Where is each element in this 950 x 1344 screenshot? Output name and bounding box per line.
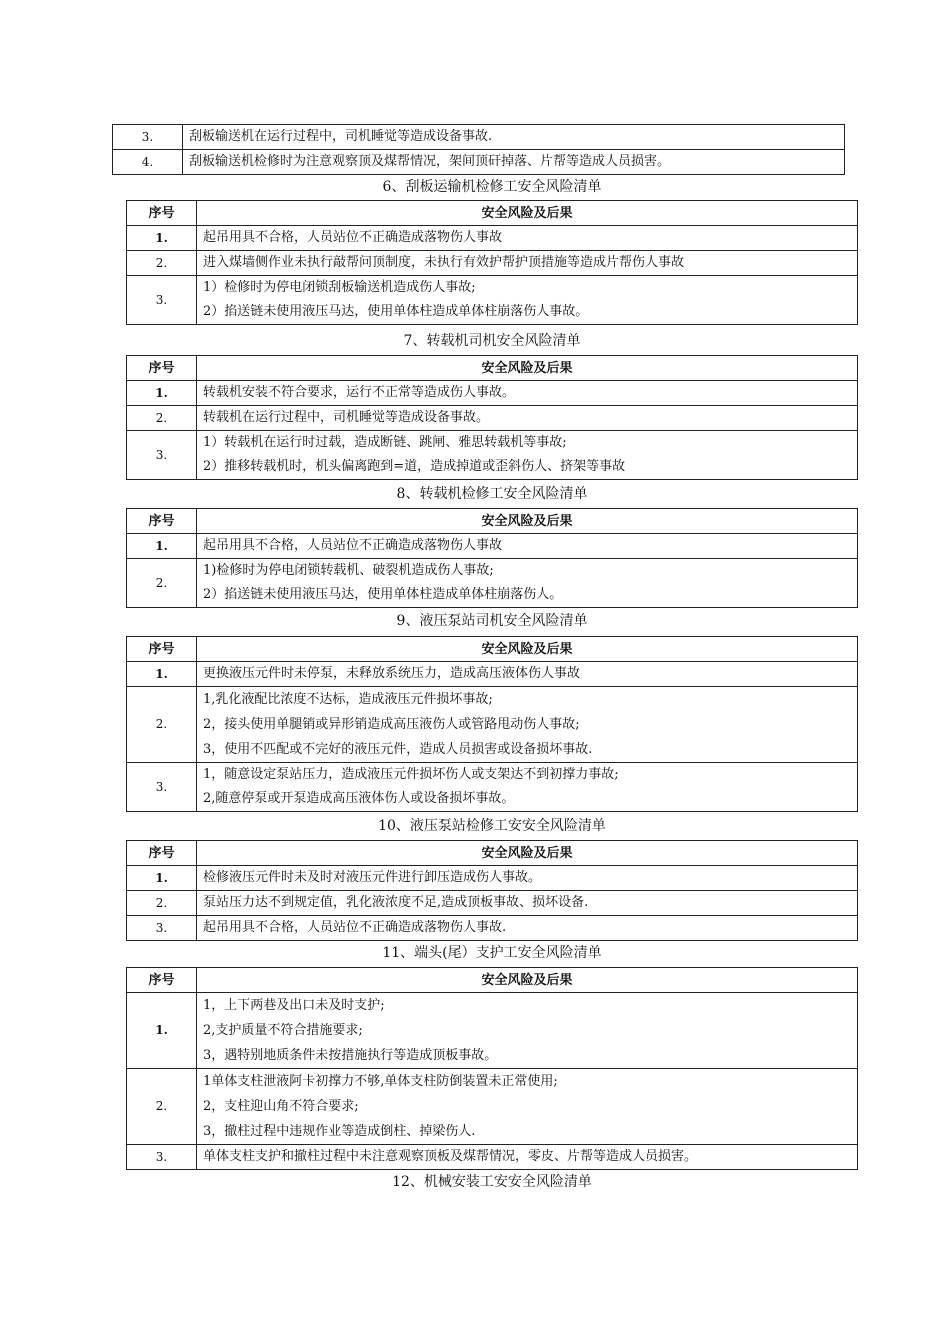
risk-table bbox=[126, 200, 858, 325]
row-number: 3. bbox=[127, 276, 197, 325]
risk-line: 3，遇特别地质条件未按措施执行等造成顶板事故。 bbox=[203, 1048, 498, 1063]
header-number: 序号 bbox=[127, 356, 197, 381]
risk-line: 进入煤墙侧作业未执行敲帮问顶制度，未执行有效护帮护顶措施等造成片帮伤人事故 bbox=[203, 255, 685, 270]
risk-line: 2）推移转载机时，机头偏离跑到=道，造成掉道或歪斜伤人、挤架等事故 bbox=[203, 459, 626, 474]
header-number: 序号 bbox=[127, 509, 197, 534]
table-row bbox=[127, 276, 858, 325]
risk-line: 转载机在运行过程中，司机睡觉等造成设备事故。 bbox=[203, 410, 490, 425]
row-number: 1. bbox=[127, 662, 197, 687]
row-number: 3. bbox=[113, 125, 183, 150]
table-header-row bbox=[127, 509, 858, 534]
section-title: 11、端头(尾）支护工安全风险清单 bbox=[382, 945, 602, 961]
risk-line: 起吊用具不合格，人员站位不正确造成落物伤人事故 bbox=[203, 230, 503, 245]
continued-risk-table bbox=[112, 124, 845, 175]
row-number: 3. bbox=[127, 1145, 197, 1170]
risk-line: 泵站压力达不到规定值，乳化液浓度不足,造成顶板事故、损坏设备. bbox=[203, 895, 589, 910]
risk-table bbox=[126, 355, 858, 480]
risk-line: 1，上下两巷及出口未及时支护; bbox=[203, 998, 385, 1013]
table-row bbox=[127, 916, 858, 941]
risk-line: 刮板输送机在运行过程中，司机睡觉等造成设备事故. bbox=[189, 129, 493, 144]
table-header-row bbox=[127, 356, 858, 381]
risk-description bbox=[197, 763, 858, 812]
risk-description bbox=[183, 150, 845, 175]
risk-line: 3，撤柱过程中违规作业等造成倒柱、掉梁伤人. bbox=[203, 1124, 476, 1139]
risk-description bbox=[197, 559, 858, 608]
risk-description bbox=[197, 866, 858, 891]
table-row bbox=[127, 891, 858, 916]
row-number: 1. bbox=[127, 866, 197, 891]
risk-line: 3，使用不匹配或不完好的液压元件，造成人员损害或设备损坏事故. bbox=[203, 742, 593, 757]
row-number: 2. bbox=[127, 891, 197, 916]
header-risk: 安全风险及后果 bbox=[197, 968, 858, 993]
row-number: 1. bbox=[127, 993, 197, 1069]
risk-line: 2,支护质量不符合措施要求; bbox=[203, 1023, 363, 1038]
risk-line: 1单体支柱泄液阿卡初撑力不够,单体支柱防倒装置未正常使用; bbox=[203, 1074, 558, 1089]
table-row bbox=[113, 150, 845, 175]
risk-table bbox=[126, 967, 858, 1170]
table-header-row bbox=[127, 841, 858, 866]
row-number: 2. bbox=[127, 406, 197, 431]
table-header-row bbox=[127, 201, 858, 226]
risk-line: 起吊用具不合格，人员站位不正确造成落物伤人事故 bbox=[203, 538, 503, 553]
table-row bbox=[127, 763, 858, 812]
table-header-row bbox=[127, 637, 858, 662]
risk-description bbox=[197, 687, 858, 763]
row-number: 1. bbox=[127, 381, 197, 406]
risk-description bbox=[197, 381, 858, 406]
risk-line: 2，接头使用单腿销或异形销造成高压液伤人或管路甩动伤人事故; bbox=[203, 717, 580, 732]
row-number: 3. bbox=[127, 431, 197, 480]
risk-line: 转载机安装不符合要求，运行不正常等造成伤人事故。 bbox=[203, 385, 516, 400]
risk-table bbox=[126, 840, 858, 941]
header-number: 序号 bbox=[127, 968, 197, 993]
risk-line: 检修液压元件时未及时对液压元件进行卸压造成伤人事故。 bbox=[203, 870, 542, 885]
risk-description bbox=[197, 916, 858, 941]
table-header-row bbox=[127, 968, 858, 993]
risk-table bbox=[126, 508, 858, 608]
section-title: 12、机械安装工安安全风险清单 bbox=[392, 1174, 592, 1190]
table-row bbox=[127, 662, 858, 687]
table-row bbox=[127, 687, 858, 763]
row-number: 2. bbox=[127, 559, 197, 608]
row-number: 2. bbox=[127, 251, 197, 276]
risk-line: 刮板输送机检修时为注意观察顶及煤帮情况，架间顶矸掉落、片帮等造成人员损害。 bbox=[189, 154, 671, 169]
table-row bbox=[127, 866, 858, 891]
header-number: 序号 bbox=[127, 841, 197, 866]
section-title: 6、刮板运输机检修工安全风险清单 bbox=[382, 179, 602, 195]
table-row bbox=[127, 406, 858, 431]
row-number: 4. bbox=[113, 150, 183, 175]
risk-description bbox=[197, 891, 858, 916]
header-risk: 安全风险及后果 bbox=[197, 356, 858, 381]
risk-line: 1）转载机在运行时过载，造成断链、跳闸、雅思转载机等事故; bbox=[203, 435, 567, 450]
risk-line: 1)检修时为停电闭锁转载机、破裂机造成伤人事故; bbox=[203, 563, 494, 578]
section-title: 10、液压泵站检修工安安全风险清单 bbox=[378, 818, 606, 834]
table-row bbox=[127, 381, 858, 406]
risk-line: 起吊用具不合格，人员站位不正确造成落物伤人事故. bbox=[203, 920, 507, 935]
header-risk: 安全风险及后果 bbox=[197, 841, 858, 866]
risk-description bbox=[197, 276, 858, 325]
row-number: 3. bbox=[127, 763, 197, 812]
risk-description bbox=[197, 431, 858, 480]
row-number: 1. bbox=[127, 226, 197, 251]
risk-description bbox=[197, 226, 858, 251]
risk-description bbox=[197, 662, 858, 687]
row-number: 2. bbox=[127, 1069, 197, 1145]
table-row bbox=[113, 125, 845, 150]
risk-description bbox=[197, 993, 858, 1069]
header-number: 序号 bbox=[127, 201, 197, 226]
risk-line: 2,随意停泵或开泵造成高压液体伤人或设备损坏事故。 bbox=[203, 791, 515, 806]
risk-line: 更换液压元件时未停泵，未释放系统压力，造成高压液体伤人事故 bbox=[203, 666, 581, 681]
row-number: 3. bbox=[127, 916, 197, 941]
risk-line: 2）掐送链未使用液压马达，使用单体柱造成单体柱崩落伤人。 bbox=[203, 587, 563, 602]
section-title: 9、液压泵站司机安全风险清单 bbox=[396, 613, 588, 629]
risk-line: 1，随意设定泵站压力，造成液压元件损坏伤人或支架达不到初撑力事故; bbox=[203, 767, 619, 782]
risk-line: 2）掐送链未使用液压马达，使用单体柱造成单体柱崩落伤人事故。 bbox=[203, 304, 589, 319]
header-number: 序号 bbox=[127, 637, 197, 662]
header-risk: 安全风险及后果 bbox=[197, 201, 858, 226]
risk-line: 单体支柱支护和撤柱过程中未注意观察顶板及煤帮情况，零皮、片帮等造成人员损害。 bbox=[203, 1149, 698, 1164]
row-number: 2. bbox=[127, 687, 197, 763]
risk-description bbox=[183, 125, 845, 150]
risk-description bbox=[197, 1069, 858, 1145]
header-risk: 安全风险及后果 bbox=[197, 637, 858, 662]
table-row bbox=[127, 1069, 858, 1145]
header-risk: 安全风险及后果 bbox=[197, 509, 858, 534]
risk-description bbox=[197, 251, 858, 276]
section-title: 8、转载机检修工安全风险清单 bbox=[396, 486, 588, 502]
risk-description bbox=[197, 1145, 858, 1170]
row-number: 1. bbox=[127, 534, 197, 559]
table-row bbox=[127, 559, 858, 608]
risk-line: 2，支柱迎山角不符合要求; bbox=[203, 1099, 359, 1114]
table-row bbox=[127, 226, 858, 251]
risk-description bbox=[197, 406, 858, 431]
table-row bbox=[127, 534, 858, 559]
risk-description bbox=[197, 534, 858, 559]
table-row bbox=[127, 993, 858, 1069]
section-title: 7、转载机司机安全风险清单 bbox=[403, 333, 581, 349]
table-row bbox=[127, 251, 858, 276]
table-row bbox=[127, 1145, 858, 1170]
risk-table bbox=[126, 636, 858, 812]
risk-line: 1,乳化液配比浓度不达标，造成液压元件损坏事故; bbox=[203, 692, 493, 707]
risk-line: 1）检修时为停电闭锁刮板输送机造成伤人事故; bbox=[203, 280, 476, 295]
table-row bbox=[127, 431, 858, 480]
